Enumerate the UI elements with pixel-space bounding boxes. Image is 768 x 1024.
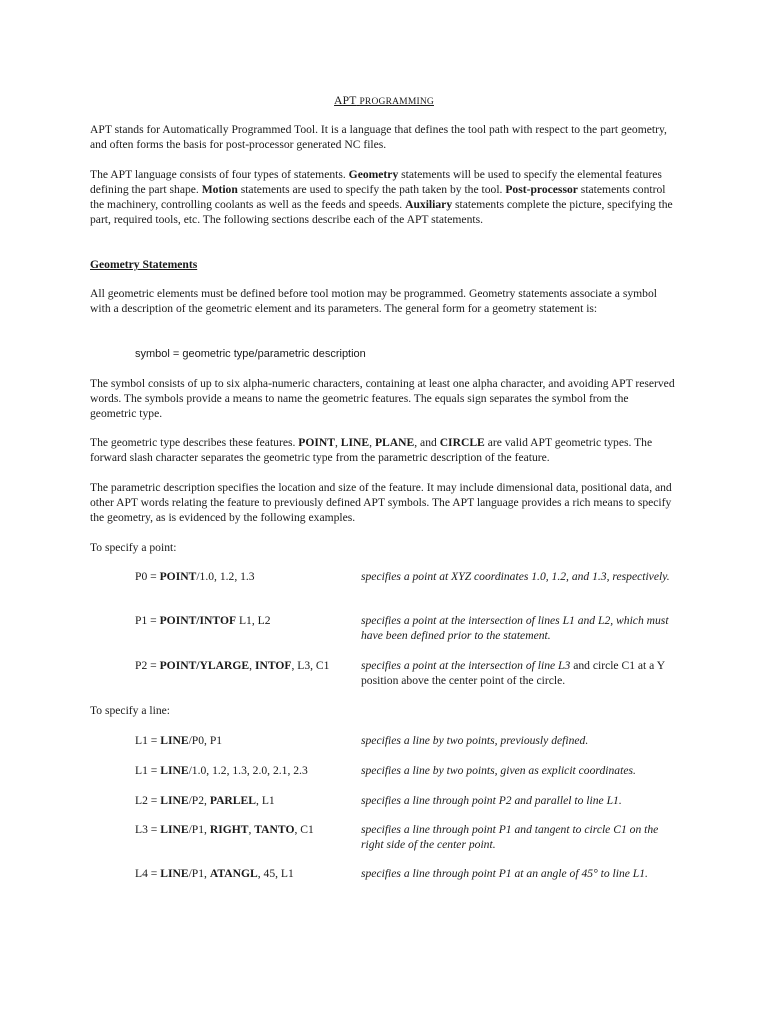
geometry-paragraph: All geometric elements must be defined before tool motion may be programmed. Geometry statements associate a symbol with a description of the geometric element and its parameters. The general form for a geometry statement is: (90, 287, 657, 315)
text-run: statements will be used to specify the elemental features defining the part shape. (90, 168, 662, 196)
keyword: INTOF (254, 659, 292, 672)
example-code (135, 613, 271, 628)
keyword: POINT (159, 570, 197, 583)
code-run: , (248, 823, 255, 836)
line-intro: To specify a line: (90, 704, 170, 717)
text-run: are valid APT geometric types. The forward slash character separates the geometric type from the parametric description of the feature. (90, 436, 653, 464)
example-row (0, 613, 768, 653)
text-run: , (335, 436, 341, 449)
code-run: P2 = (135, 659, 160, 672)
text-run: statements control the machinery, controlling coolants as well as the feeds and speeds. (90, 183, 666, 211)
keyword: LINE (340, 436, 370, 449)
point-intro: To specify a point: (90, 541, 177, 554)
keyword: LINE (160, 823, 189, 836)
keyword: RIGHT (209, 823, 249, 836)
code-run: , L3, C1 (291, 659, 330, 672)
example-row (0, 866, 768, 906)
code-run: L1 = (135, 764, 161, 777)
example-code (135, 793, 275, 808)
code-run: P1 = (135, 614, 160, 627)
title-main: APT (334, 94, 357, 107)
code-run: /1.0, 1.2, 1.3 (196, 570, 255, 583)
code-run: , L1 (256, 794, 275, 807)
term-motion: Motion (201, 183, 238, 196)
term-geometry: Geometry (348, 168, 399, 181)
text-run: The APT language consists of four types of statements. (90, 168, 349, 181)
example-row (0, 569, 768, 609)
example-description: specifies a point at XYZ coordinates 1.0, 1.2, and 1.3, respectively. (361, 570, 670, 583)
example-row (0, 658, 768, 698)
parametric-paragraph: The parametric description specifies the location and size of the feature. It may include dimensional data, positional data, and other APT words relating the feature to previously defined APT symbols. The APT language provides a rich means to specify the geometry, as is evidenced by the following examples. (90, 481, 672, 524)
keyword: PARLEL (209, 794, 257, 807)
code-run: L1, L2 (236, 614, 271, 627)
example-description (361, 658, 681, 688)
code-run: L1 = (135, 734, 161, 747)
example-description: specifies a line by two points, given as explicit coordinates. (361, 764, 636, 777)
example-row (0, 822, 768, 862)
text-run: statements complete the picture, specifying the part, required tools, etc. The following sections describe each of the APT statements. (90, 198, 673, 226)
page-title (0, 93, 768, 110)
example-code (135, 763, 308, 778)
keyword: POINT/YLARGE (159, 659, 250, 672)
keyword: POINT (298, 436, 335, 449)
desc-italic: specifies a point at the intersection of line L3 (361, 659, 574, 672)
code-run: , C1 (294, 823, 314, 836)
example-description: specifies a line through point P1 at an angle of 45° to line L1. (361, 867, 648, 880)
general-form: symbol = geometric type/parametric description (135, 348, 366, 360)
keyword: LINE (160, 734, 189, 747)
example-code (135, 866, 294, 881)
code-run: /P1, (188, 867, 210, 880)
example-description: specifies a line through point P1 and tangent to circle C1 on the right side of the center point. (361, 823, 659, 851)
text-run: The geometric type describes these features. (90, 436, 299, 449)
keyword: CIRCLE (439, 436, 485, 449)
keyword: TANTO (254, 823, 295, 836)
keyword: LINE (160, 794, 189, 807)
example-code (135, 733, 222, 748)
code-run: /P0, P1 (188, 734, 223, 747)
geometric-type-paragraph (90, 435, 675, 465)
title-smallcaps: PROGRAMMING (359, 97, 434, 107)
statement-types-paragraph (90, 167, 675, 227)
example-code (135, 569, 255, 584)
keyword: PLANE (374, 436, 415, 449)
text-run: statements are used to specify the path taken by the tool. (237, 183, 506, 196)
code-run: , (249, 659, 255, 672)
code-run: /P1, (188, 823, 210, 836)
text-run: , and (414, 436, 440, 449)
term-auxiliary: Auxiliary (405, 198, 453, 211)
example-description: specifies a line by two points, previously defined. (361, 734, 589, 747)
example-description: specifies a point at the intersection of lines L1 and L2, which must have been defined prior to the statement. (361, 614, 669, 642)
code-run: , 45, L1 (257, 867, 294, 880)
desc-normal: and circle C1 at a Y position above the center point of the circle. (361, 659, 665, 687)
keyword: LINE (160, 764, 189, 777)
code-run: /P2, (188, 794, 210, 807)
code-run: L4 = (135, 867, 161, 880)
code-run: L3 = (135, 823, 161, 836)
keyword: LINE (160, 867, 189, 880)
code-run: /1.0, 1.2, 1.3, 2.0, 2.1, 2.3 (188, 764, 308, 777)
keyword: POINT/INTOF (159, 614, 237, 627)
term-post-processor: Post-processor (505, 183, 578, 196)
intro-paragraph: APT stands for Automatically Programmed Tool. It is a language that defines the tool path with respect to the part geometry, and often forms the basis for post-processor generated NC files. (90, 123, 667, 151)
section-heading: Geometry Statements (90, 258, 198, 271)
symbol-paragraph: The symbol consists of up to six alpha-numeric characters, containing at least one alpha character, and avoiding APT reserved words. The symbols provide a means to name the geometric features. The equals sign separates the symbol from the geometric type. (90, 377, 675, 420)
text-run: , (369, 436, 375, 449)
keyword: ATANGL (209, 867, 258, 880)
example-description: specifies a line through point P2 and parallel to line L1. (361, 794, 622, 807)
code-run: L2 = (135, 794, 161, 807)
code-run: P0 = (135, 570, 160, 583)
example-code (135, 658, 329, 673)
example-code (135, 822, 314, 837)
